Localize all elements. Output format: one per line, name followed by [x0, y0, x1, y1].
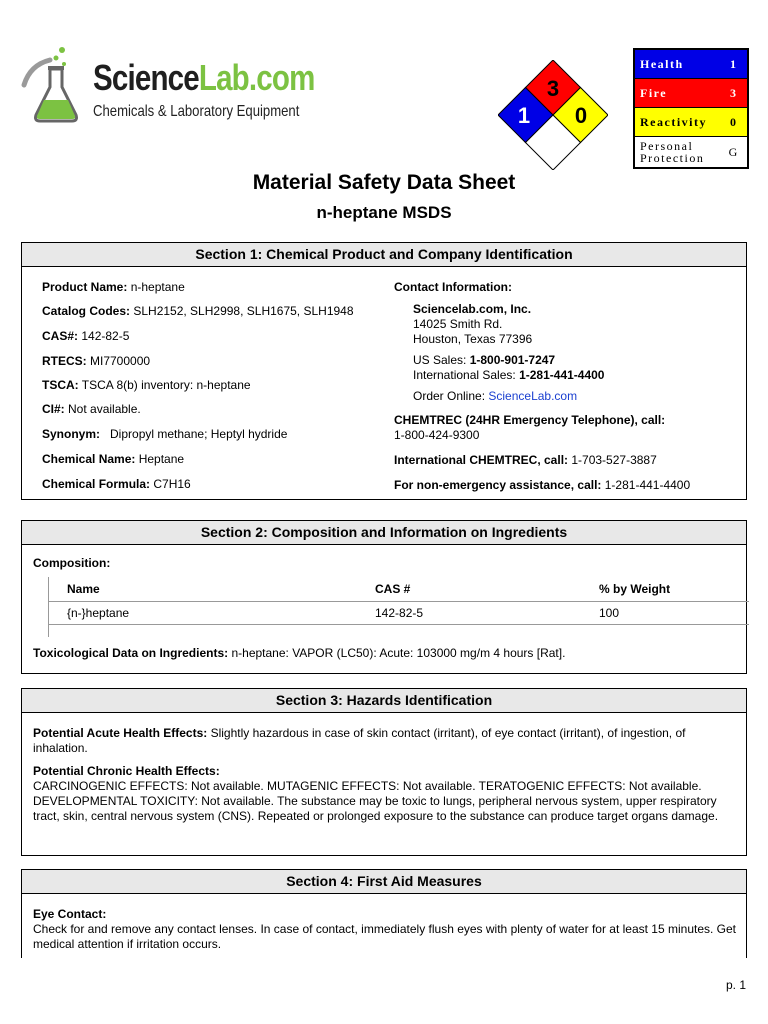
field-label: Chemical Name: [42, 452, 136, 466]
field-value: Heptane [135, 452, 185, 466]
hmis-rating-box [633, 48, 749, 169]
chemtrec-heading [394, 413, 665, 427]
intl-sales-phone: 1-281-441-4400 [519, 368, 605, 382]
logo-word-science: Science [93, 57, 199, 98]
address-line-1: 14025 Smith Rd. [413, 317, 503, 331]
page-number: p. 1 [725, 978, 746, 992]
product-name-line [42, 280, 185, 294]
flask-icon [20, 45, 90, 125]
us-sales-label: US Sales: [413, 353, 470, 367]
nonemergency-label: For non-emergency assistance, call: [394, 478, 602, 492]
sciencelab-link[interactable]: ScienceLab.com [488, 389, 578, 403]
hmis-health-label: Health [640, 56, 684, 71]
field-label: CAS#: [42, 329, 79, 343]
us-sales-phone: 1-800-901-7247 [469, 353, 556, 367]
order-online-line [413, 389, 577, 403]
intl-chemtrec-line [394, 453, 657, 467]
field-label: Catalog Codes: [42, 304, 131, 318]
section-2 [21, 520, 747, 674]
document-subtitle: n-heptane MSDS [316, 203, 452, 222]
composition-label [33, 556, 110, 570]
chemtrec-phone: 1-800-424-9300 [394, 428, 480, 442]
hmis-ppe-label-2: Protection [640, 151, 705, 165]
column-header-weight: % by Weight [599, 582, 671, 596]
hmis-reactivity-label: Reactivity [640, 114, 707, 129]
field-value: 142-82-5 [78, 329, 130, 343]
field-value: TSCA 8(b) inventory: n-heptane [78, 378, 251, 392]
catalog-codes-line [42, 304, 354, 318]
field-label: RTECS: [42, 354, 87, 368]
section-1 [21, 242, 747, 500]
column-header-cas: CAS # [375, 582, 411, 596]
hmis-fire-label: Fire [640, 85, 668, 100]
rtecs-line [42, 354, 150, 368]
composition-label-text: Composition: [33, 556, 111, 570]
hmis-ppe-label [635, 137, 719, 167]
toxicological-data-line [33, 646, 565, 660]
composition-table [48, 577, 749, 637]
field-value: Dipropyl methane; Heptyl hydride [100, 427, 288, 441]
hmis-fire-value: 3 [730, 85, 736, 100]
eye-contact-label: Eye Contact: [33, 907, 107, 921]
intl-chemtrec-phone: 1-703-527-3887 [568, 453, 657, 467]
tox-text: n-heptane: VAPOR (LC50): Acute: 103000 mg/m 4 hours [Rat]. [228, 646, 566, 660]
hmis-reactivity-value: 0 [730, 114, 736, 129]
hmis-health-row [635, 50, 747, 79]
nfpa-diamond [498, 60, 608, 170]
table-spacer [49, 625, 749, 637]
section-2-heading: Section 2: Composition and Information on Ingredients [22, 521, 746, 545]
hmis-fire-row [635, 79, 747, 108]
intl-sales-line [413, 368, 604, 382]
field-value: n-heptane [127, 280, 185, 294]
cas-line [42, 329, 129, 343]
hmis-ppe-value: G [728, 144, 738, 159]
field-value: C7H16 [150, 477, 191, 491]
company-name [413, 302, 531, 316]
acute-text: Slightly hazardous in case of skin contact (irritant), of eye contact (irritant), of ingestion, of inhalation. [33, 726, 686, 755]
intl-chemtrec-label: International CHEMTREC, call: [394, 453, 569, 467]
field-label: Synonym: [42, 427, 101, 441]
order-online-label: Order Online: [413, 389, 489, 403]
section-3 [21, 688, 747, 856]
chronic-text: CARCINOGENIC EFFECTS: Not available. MUTAGENIC EFFECTS: Not available. TERATOGENIC EFFECTS: Not available. DEVELOPMENTAL TOXICITY: Not available. The substance may be toxic to lungs, peripheral nervous system, upper respiratory tract, skin, central nervous system (CNS). Repeated or prolonged exposure to the substance can produce target organs damage. [33, 779, 719, 823]
field-value: Not available. [64, 402, 141, 416]
field-value: SLH2152, SLH2998, SLH1675, SLH1948 [130, 304, 354, 318]
nonemergency-phone: 1-281-441-4400 [601, 478, 691, 492]
nfpa-reactivity-value: 0 [574, 103, 588, 128]
company-name-text: Sciencelab.com, Inc. [413, 302, 532, 316]
cell-cas: 142-82-5 [375, 606, 424, 620]
field-label: Product Name: [42, 280, 128, 294]
chemical-name-line [42, 452, 184, 466]
field-label: Chemical Formula: [42, 477, 151, 491]
hmis-ppe-label-1: Personal [640, 139, 694, 153]
nonemergency-line [394, 478, 690, 492]
chemtrec-label: CHEMTREC (24HR Emergency Telephone), call: [394, 413, 666, 427]
field-label: TSCA: [42, 378, 79, 392]
ci-line [42, 402, 141, 416]
nfpa-fire-value: 3 [546, 76, 560, 101]
us-sales-line [413, 353, 555, 367]
logo-wordmark [93, 57, 315, 98]
table-header-row [49, 577, 749, 602]
contact-heading-text: Contact Information: [394, 280, 512, 294]
sciencelab-logo [20, 45, 315, 125]
field-value: MI7700000 [86, 354, 151, 368]
field-label: CI#: [42, 402, 65, 416]
nfpa-health-value: 1 [517, 103, 531, 128]
intl-sales-label: International Sales: [413, 368, 520, 382]
eye-contact-paragraph [33, 907, 739, 952]
section-4-heading: Section 4: First Aid Measures [22, 870, 746, 894]
column-header-name: Name [67, 582, 100, 596]
acute-effects-paragraph [33, 726, 739, 756]
section-4 [21, 869, 747, 958]
address-line-2: Houston, Texas 77396 [413, 332, 533, 346]
contact-heading [394, 280, 512, 294]
section-3-heading: Section 3: Hazards Identification [22, 689, 746, 713]
chemical-formula-line [42, 477, 191, 491]
chronic-label: Potential Chronic Health Effects: [33, 764, 220, 778]
cell-weight: 100 [599, 606, 620, 620]
hmis-ppe-row [635, 137, 747, 167]
logo-tagline: Chemicals & Laboratory Equipment [93, 103, 300, 120]
table-row [49, 602, 749, 625]
cell-name: {n-}heptane [67, 606, 130, 620]
hmis-reactivity-row [635, 108, 747, 137]
hmis-health-value: 1 [730, 56, 736, 71]
section-1-heading: Section 1: Chemical Product and Company Identification [22, 243, 746, 267]
eye-contact-text: Check for and remove any contact lenses. In case of contact, immediately flush eyes with plenty of water for at least 15 minutes. Get medical attention if irritation occurs. [33, 922, 737, 951]
logo-word-labcom: Lab.com [198, 57, 315, 98]
synonym-line [42, 427, 287, 441]
chronic-effects-paragraph [33, 764, 739, 824]
tsca-line [42, 378, 251, 392]
acute-label: Potential Acute Health Effects: [33, 726, 208, 740]
tox-label: Toxicological Data on Ingredients: [33, 646, 229, 660]
document-title: Material Safety Data Sheet [252, 171, 516, 194]
